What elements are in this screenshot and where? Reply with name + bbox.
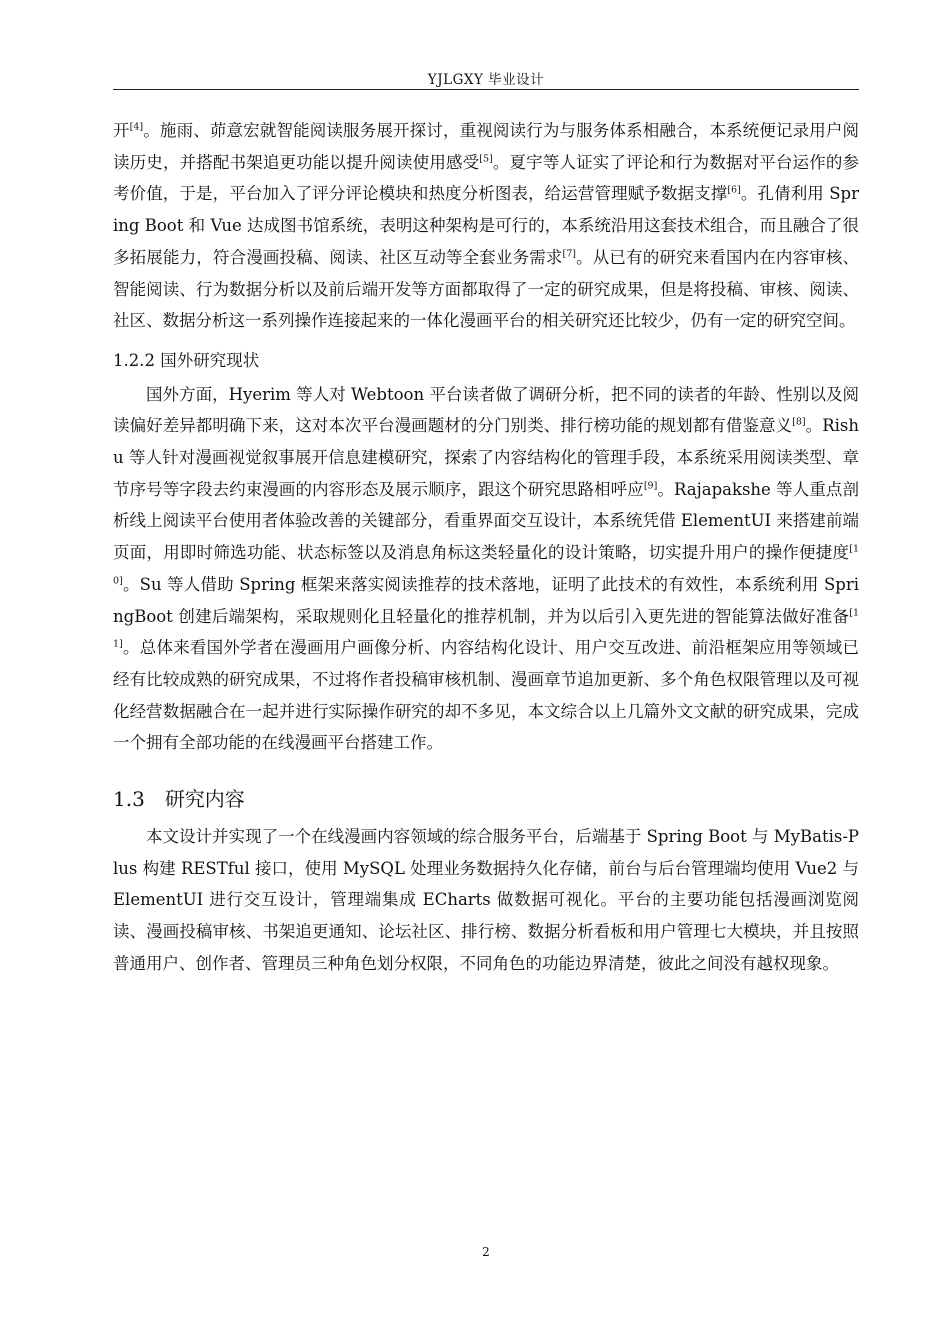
section-title: 研究内容 (164, 787, 245, 812)
heading-foreign-research: 1.2.2 国外研究现状 (113, 350, 260, 370)
section-number: 1.3 (113, 787, 145, 812)
citation: [8] (792, 416, 806, 428)
text-run: 。Rajapakshe 等人重点剖析线上阅读平台使用者体验改善的关键部分，看重界面交互设计，本系统凭借 ElementUI 来搭建前端页面，用即时筛选功能、状态标签以及消息角标这类轻量化的设计策略，切实提升用户的操作便捷度 (113, 479, 860, 563)
page-content (113, 115, 859, 980)
citation: [4] (129, 121, 144, 133)
heading-research-content (113, 783, 859, 815)
text-run: 。从已有的研究来看国内在内容审核、智能阅读、行为数据分析以及前后端开发等方面都取得了一定的研究成果，但是将投稿、审核、阅读、社区、数据分析这一系列操作连接起来的一体化漫画平台的相关研究还比较少，仍有一定的研究空间。 (113, 247, 860, 331)
text-run: 。施雨、茆意宏就智能阅读服务展开探讨，重视阅读行为与服务体系相融合，本系统便记录用户阅读历史，并搭配书架追更功能以提升阅读使用感受 (113, 121, 860, 172)
citation: [11] (113, 607, 859, 650)
citation: [7] (562, 248, 576, 260)
text-run: 。夏宇等人证实了评论和行为数据对平台运作的参考价值，于是，平台加入了评分评论模块和热度分析图表，给运营管理赋予数据支撑 (113, 152, 859, 204)
header-rule (113, 89, 859, 90)
text-run: 。孔倩利用 Spring Boot 和 Vue 达成图书馆系统，表明这种架构是可行的，本系统沿用这套技术组合，而且融合了很多拓展能力，符合漫画投稿、阅读、社区互动等全套业务需求 (113, 184, 860, 267)
text-run: 。Su 等人借助 Spring 框架来落实阅读推荐的技术落地，证明了此技术的有效性，本系统利用 SpringBoot 创建后端架构，采取规则化且轻量化的推荐机制，并为以后引入更先进的智能算法做好准备 (113, 574, 859, 626)
text-run: 。Rishu 等人针对漫画视觉叙事展开信息建模研究，探索了内容结构化的管理手段，本系统采用阅读类型、章节序号等字段去约束漫画的内容形态及展示顺序，跟这个研究思路相呼应 (113, 416, 860, 499)
citation: [5] (479, 153, 493, 165)
page-header: YJLGXY 毕业设计 (427, 72, 545, 88)
paragraph-research-content: 本文设计并实现了一个在线漫画内容领域的综合服务平台，后端基于 Spring Boot 与 MyBatis-Plus 构建 RESTful 接口，使用 MySQL 处理业务数据持久化存储，前台与后台管理端均使用 Vue2 与 ElementUI 进行交互设计，管理端集成 ECharts 做数据可视化。平台的主要功能包括漫画浏览阅读、漫画投稿审核、书架追更通知、论坛社区、排行榜、数据分析看板和用户管理七大模块，并且按照普通用户、创作者、管理员三种角色划分权限，不同角色的功能边界清楚，彼此之间没有越权现象。 (113, 827, 859, 973)
citation: [6] (727, 184, 741, 196)
citation: [9] (643, 480, 658, 492)
paragraph-domestic-research-tail (113, 115, 859, 337)
text-run: 国外方面，Hyerim 等人对 Webtoon 平台读者做了调研分析，把不同的读者的年龄、性别以及阅读偏好差异都明确下来，这对本次平台漫画题材的分门别类、排行榜功能的规划都有借鉴意义 (113, 384, 859, 436)
citation: [10] (113, 543, 859, 587)
paragraph-foreign-research (113, 379, 859, 759)
text-run: 。总体来看国外学者在漫画用户画像分析、内容结构化设计、用户交互改进、前沿框架应用等领域已经有比较成熟的研究成果，不过将作者投稿审核机制、漫画章节追加更新、多个角色权限管理以及可视化经营数据融合在一起并进行实际操作研究的却不多见，本文综合以上几篇外文文献的研究成果，完成一个拥有全部功能的在线漫画平台搭建工作。 (113, 638, 859, 753)
text-run: 开 (113, 121, 130, 140)
page-number: 2 (482, 1245, 490, 1259)
